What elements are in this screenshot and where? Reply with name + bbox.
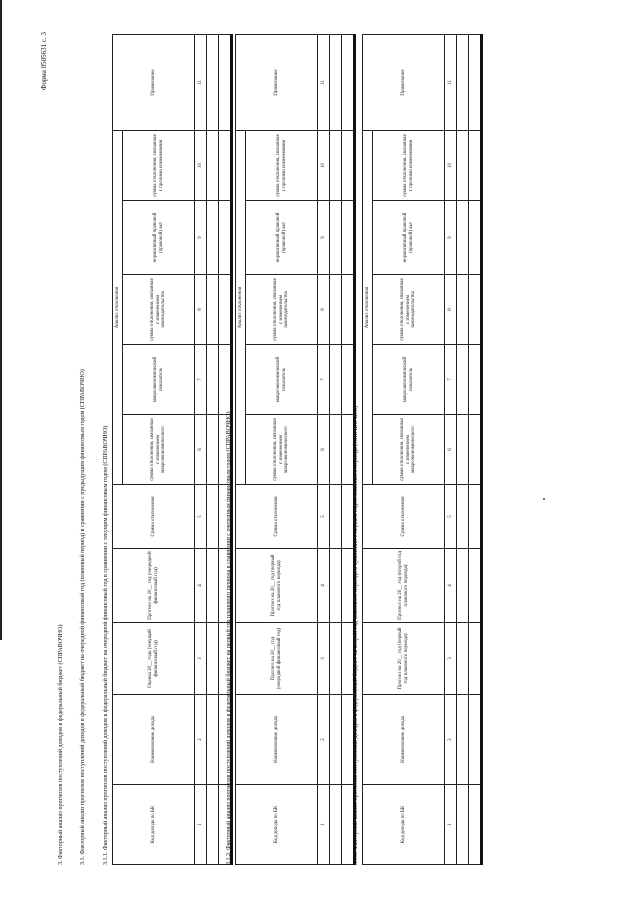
col-num: 7 <box>445 345 457 415</box>
header-forecast: Прогноз на 20__ год (первый год планового периода) <box>236 549 318 623</box>
header-forecast: Прогноз на 20__ год (второй год планового периода) <box>363 549 445 623</box>
header-note: Примечание <box>363 34 445 130</box>
table-row <box>330 34 342 864</box>
col-num: 1 <box>318 785 330 865</box>
header-analysis: Анализ отклонения <box>363 130 373 484</box>
table-3-title: 3.1.3. Факторный анализ прогнозов поступлений доходов в федеральный бюджет на второй год планового периода в сравнении с первым годом планового периода (СПРАВОЧНО) <box>353 405 359 865</box>
col-num: 2 <box>318 695 330 785</box>
col-num: 8 <box>445 275 457 345</box>
header-note: Примечание <box>113 34 195 130</box>
table-1-title: 3.1.1. Факторный анализ прогнозов поступлений доходов в федеральный бюджет на очередной финансовый год в сравнении с текущим финансовым годом (СПРАВОЧНО) <box>103 425 109 865</box>
header-name: Наименование дохода <box>236 695 318 785</box>
table-row <box>469 34 482 864</box>
col-num: 2 <box>195 695 207 785</box>
col-num: 9 <box>318 201 330 275</box>
header-macro: макроэкономический показатель <box>123 345 195 415</box>
col-num: 5 <box>445 485 457 549</box>
header-sum: Сумма отклонения <box>113 485 195 549</box>
col-num: 8 <box>195 275 207 345</box>
header-forecast: Прогноз на 20__ год (очередной финансовый год) <box>113 549 195 623</box>
col-num: 7 <box>195 345 207 415</box>
header-base: Прогноз на 20__ год (первый год планового периода) <box>363 623 445 695</box>
col-num: 3 <box>195 623 207 695</box>
col-num: 3 <box>445 623 457 695</box>
table-1 <box>112 34 233 865</box>
col-num: 5 <box>318 485 330 549</box>
col-num: 1 <box>195 785 207 865</box>
header-macro-sum: сумма отклонения, связанная с изменением макроэкономического <box>373 415 445 485</box>
header-macro: макроэкономический показатель <box>373 345 445 415</box>
col-num: 4 <box>445 549 457 623</box>
header-other: сумма отклонения, связанная с прочими изменениями <box>246 130 318 200</box>
col-num: 1 <box>445 785 457 865</box>
form-code: Форма 0505631 с. 3 <box>40 31 48 90</box>
header-name: Наименование дохода <box>363 695 445 785</box>
table-row <box>207 34 219 864</box>
col-num: 8 <box>318 275 330 345</box>
col-num: 6 <box>318 415 330 485</box>
table-2-title: 3.1.2. Факторный анализ прогнозов поступлений доходов в федеральный бюджет на первый год планового периода в сравнении с очередным финансовым годом (СПРАВОЧНО) <box>226 411 232 865</box>
header-kbk: Код дохода по БК <box>363 785 445 865</box>
header-macro-sum: сумма отклонения, связанная с изменением макроэкономического <box>123 415 195 485</box>
table-2 <box>235 34 356 865</box>
header-other: сумма отклонения, связанная с прочими изменениями <box>123 130 195 200</box>
col-num: 4 <box>195 549 207 623</box>
header-macro-sum: сумма отклонения, связанная с изменением макроэкономического <box>246 415 318 485</box>
header-act: нормативный правовой (правовой) акт <box>123 201 195 275</box>
col-num: 10 <box>318 130 330 200</box>
header-macro: макроэкономический показатель <box>246 345 318 415</box>
header-base: Прогноз на 20__ год (очередной финансовый год) <box>236 623 318 695</box>
table-row <box>457 34 469 864</box>
header-kbk: Код дохода по БК <box>113 785 195 865</box>
col-num: 10 <box>445 130 457 200</box>
header-act: нормативный правовой (правовой) акт <box>373 201 445 275</box>
subsection-3-1-title: 3.1. Факторный анализ прогнозов поступлений доходов в федеральный бюджет на очередной финансовый год (плановый период) в сравнении с предыдущим финансовым годом (СПРАВОЧНО) <box>80 369 86 865</box>
col-num: 4 <box>318 549 330 623</box>
header-analysis: Анализ отклонения <box>113 130 123 484</box>
col-num: 6 <box>445 415 457 485</box>
header-law-sum: сумма отклонения, связанная с изменением законодательства <box>246 275 318 345</box>
header-other: сумма отклонения, связанная с прочими изменениями <box>373 130 445 200</box>
header-analysis: Анализ отклонения <box>236 130 246 484</box>
col-num: 11 <box>195 34 207 130</box>
header-sum: Сумма отклонения <box>236 485 318 549</box>
col-num: 10 <box>195 130 207 200</box>
header-law-sum: сумма отклонения, связанная с изменением законодательства <box>123 275 195 345</box>
col-num: 9 <box>195 201 207 275</box>
col-num: 11 <box>318 34 330 130</box>
col-num: 7 <box>318 345 330 415</box>
col-num: 2 <box>445 695 457 785</box>
header-note: Примечание <box>236 34 318 130</box>
header-name: Наименование дохода <box>113 695 195 785</box>
header-base: Оценка 20__ года (текущий финансовый год) <box>113 623 195 695</box>
col-num: 9 <box>445 201 457 275</box>
header-sum: Сумма отклонения <box>363 485 445 549</box>
col-num: 3 <box>318 623 330 695</box>
table-3 <box>362 34 483 865</box>
header-act: нормативный правовой (правовой) акт <box>246 201 318 275</box>
col-num: 11 <box>445 34 457 130</box>
header-kbk: Код дохода по БК <box>236 785 318 865</box>
header-law-sum: сумма отклонения, связанная с изменением законодательства <box>373 275 445 345</box>
col-num: 6 <box>195 415 207 485</box>
section-title: 3. Факторный анализ прогнозов поступлений доходов в федеральный бюджет (СПРАВОЧНО) <box>58 624 64 865</box>
speck <box>543 498 545 500</box>
col-num: 5 <box>195 485 207 549</box>
